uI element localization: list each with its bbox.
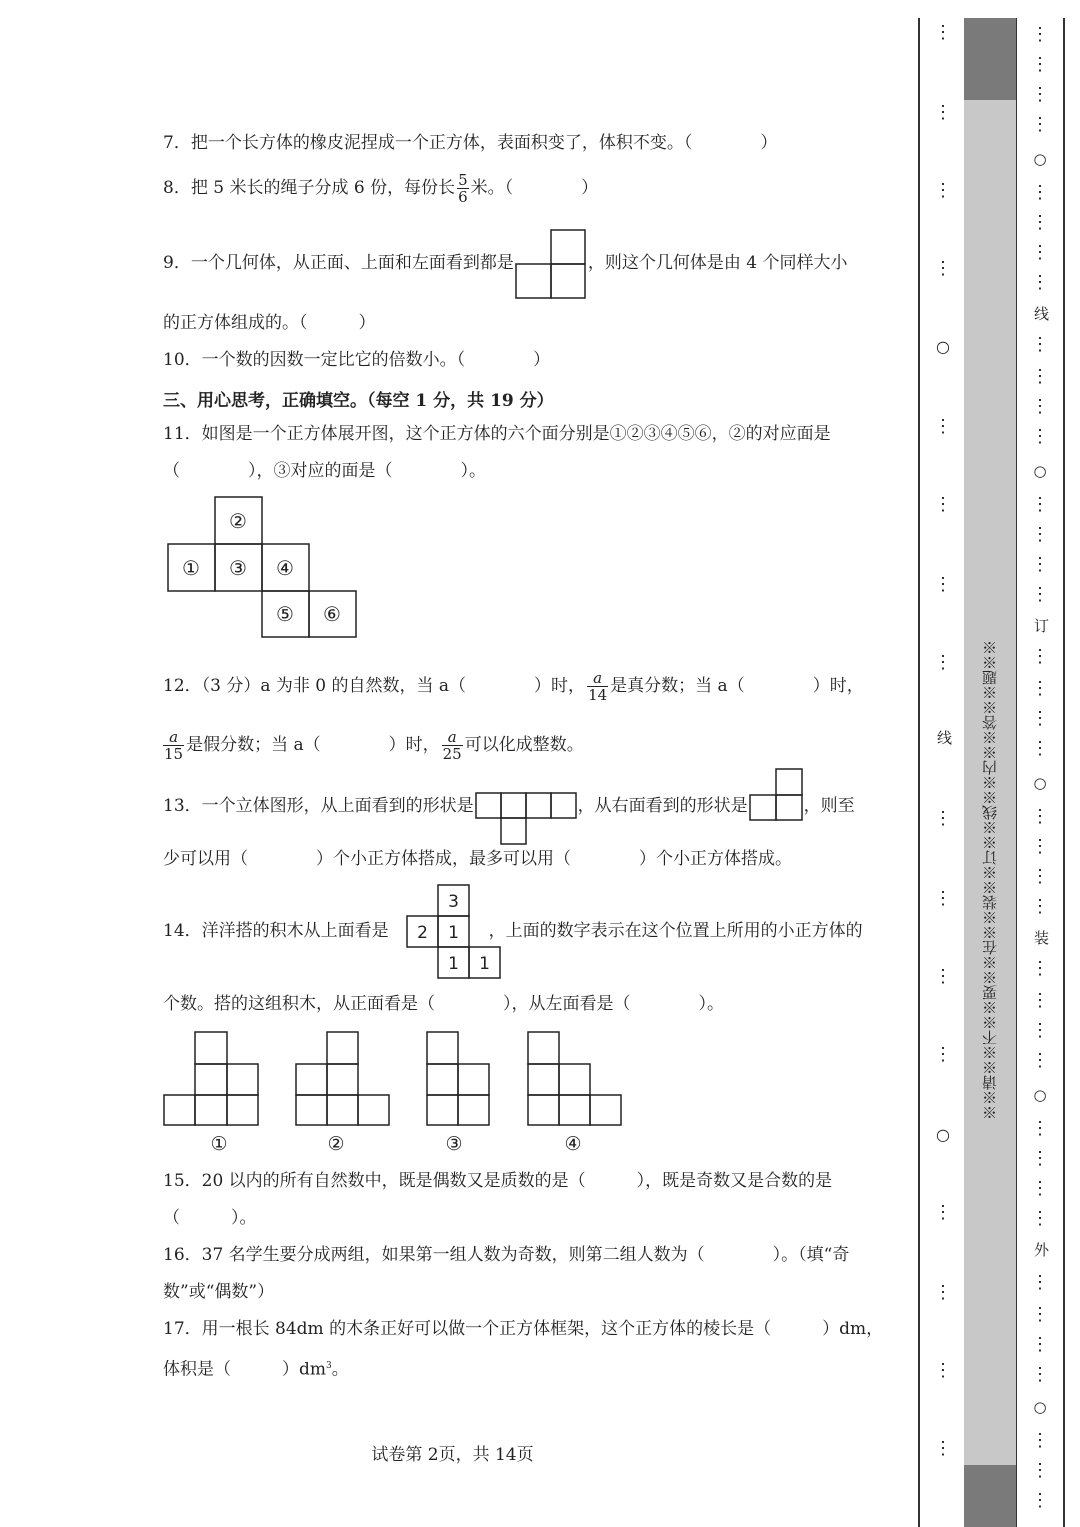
dots-icon: ⋮: [934, 102, 952, 123]
dots-icon: ⋮: [1031, 1304, 1049, 1325]
dots-icon: ⋮: [934, 1202, 952, 1223]
outer-bind-label: 装: [1032, 930, 1050, 946]
dots-icon: ⋮: [1031, 1364, 1049, 1385]
section-3-title: 三、用心思考，正确填空。（每空 1 分，共 19 分）: [163, 391, 554, 411]
dots-icon: ⋮: [934, 1282, 952, 1303]
net-label: ①: [182, 556, 200, 580]
dots-icon: ⋮: [1031, 1020, 1049, 1041]
fraction-a-25: $\frac{a}{25}$: [442, 728, 462, 763]
dots-icon: ⋮: [1031, 24, 1049, 45]
fraction-5-6: $\frac{5}{6}$: [458, 171, 468, 206]
dots-icon: ⋮: [1031, 524, 1049, 545]
dots-icon: ⋮: [1031, 584, 1049, 605]
binding-warning-strip: [964, 18, 1016, 1527]
option-label: ④: [564, 1133, 582, 1155]
question-13: 13．一个立体图形，从上面看到的形状是 ，从右面看到的形状是 ，则至: [163, 795, 855, 818]
option-label: ①: [210, 1133, 228, 1155]
right-view-figure: [748, 768, 804, 822]
dots-icon: ⋮: [934, 1438, 952, 1459]
question-11-line2: （ ），③对应的面是（ ）。: [163, 461, 486, 481]
binding-outer-column: [1016, 18, 1065, 1527]
question-9-line2: 的正方体组成的。（ ）: [163, 313, 376, 333]
dots-icon: ⋮: [1031, 242, 1049, 263]
circle-mark: ○: [936, 337, 950, 356]
option-label: ③: [445, 1133, 463, 1155]
dots-icon: ⋮: [934, 808, 952, 829]
question-10: 10．一个数的因数一定比它的倍数小。（ ）: [163, 350, 551, 370]
dots-icon: ⋮: [1031, 426, 1049, 447]
binding-inner-column: [918, 18, 966, 1527]
dots-icon: ⋮: [1031, 212, 1049, 233]
option-label: ②: [327, 1133, 345, 1155]
net-label: ⑥: [323, 602, 341, 626]
question-14-line2: 个数。搭的这组积木，从正面看是（ ），从左面看是（ ）。: [163, 994, 724, 1014]
dots-icon: ⋮: [934, 888, 952, 909]
top-view-figure: [474, 792, 578, 846]
dots-icon: ⋮: [1031, 708, 1049, 729]
net-label: ③: [229, 556, 247, 580]
question-8: 8．把 5 米长的绳子分成 6 份，每份长 $\frac{5}{6}$ 米。（ ）: [163, 171, 599, 206]
net-label: ②: [229, 509, 247, 533]
grid-number: 2: [417, 923, 428, 943]
warning-text: ※※请※※不※※要※※在※※装※※订※※线※※内※※答※※题※※: [981, 640, 999, 1120]
dots-icon: ⋮: [1031, 1208, 1049, 1229]
circle-mark: ○: [1033, 774, 1047, 792]
circle-mark: ○: [1033, 1086, 1047, 1104]
dots-icon: ⋮: [934, 966, 952, 987]
question-12-line2: $\frac{a}{15}$ 是假分数；当 a（ ）时， $\frac{a}{25}$ 可以化成整数。: [164, 728, 584, 763]
dots-icon: ⋮: [1031, 54, 1049, 75]
circle-mark: ○: [936, 1125, 950, 1144]
dots-icon: ⋮: [1031, 84, 1049, 105]
question-17-line2: 体积是（ ）$dm^3$。: [163, 1359, 349, 1380]
dots-icon: ⋮: [934, 494, 952, 515]
grid-number: 1: [479, 954, 490, 974]
dots-icon: ⋮: [934, 416, 952, 437]
dots-icon: ⋮: [1031, 554, 1049, 575]
question-14: 14．洋洋搭的积木从上面看是 ，上面的数字表示在这个位置上所用的小正方体的: [163, 921, 863, 941]
grid-number: 1: [448, 923, 459, 943]
dots-icon: ⋮: [1031, 1118, 1049, 1139]
dots-icon: ⋮: [1031, 646, 1049, 667]
view-shape-figure: [514, 229, 588, 301]
dots-icon: ⋮: [1031, 678, 1049, 699]
dots-icon: ⋮: [1031, 836, 1049, 857]
dots-icon: ⋮: [1031, 1178, 1049, 1199]
dots-icon: ⋮: [1031, 896, 1049, 917]
outer-side-label: 外: [1032, 1242, 1050, 1258]
question-13-line2: 少可以用（ ）个小正方体搭成，最多可以用（ ）个小正方体搭成。: [163, 849, 792, 869]
dots-icon: ⋮: [1031, 738, 1049, 759]
dots-icon: ⋮: [1031, 366, 1049, 387]
grid-number: 1: [448, 954, 459, 974]
dots-icon: ⋮: [1031, 272, 1049, 293]
dots-icon: ⋮: [1031, 1490, 1049, 1511]
dots-icon: ⋮: [934, 180, 952, 201]
fraction-a-15: $\frac{a}{15}$: [164, 728, 184, 763]
dots-icon: ⋮: [1031, 1334, 1049, 1355]
dots-icon: ⋮: [1031, 396, 1049, 417]
dots-icon: ⋮: [1031, 958, 1049, 979]
circle-mark: ○: [1033, 150, 1047, 168]
dots-icon: ⋮: [934, 574, 952, 595]
question-17: 17．用一根长 84dm 的木条正好可以做一个正方体框架，这个正方体的棱长是（ ）dm，: [163, 1319, 884, 1339]
dots-icon: ⋮: [1031, 1272, 1049, 1293]
dots-icon: ⋮: [934, 1044, 952, 1065]
dots-icon: ⋮: [1031, 990, 1049, 1011]
question-7: 7．把一个长方体的橡皮泥捏成一个正方体，表面积变了，体积不变。（ ）: [163, 133, 778, 153]
dots-icon: ⋮: [1031, 334, 1049, 355]
question-16: 16．37 名学生要分成两组，如果第一组人数为奇数，则第二组人数为（ ）。（填“奇: [163, 1245, 850, 1265]
outer-line-label: 线: [1032, 306, 1050, 322]
dots-icon: ⋮: [1031, 866, 1049, 887]
question-16-line2: 数”或“偶数”）: [163, 1282, 275, 1302]
dots-icon: ⋮: [1031, 1460, 1049, 1481]
question-15-line2: （ ）。: [163, 1208, 257, 1228]
dots-icon: ⋮: [934, 22, 952, 43]
cube-net-figure: [166, 496, 358, 640]
dots-icon: ⋮: [1031, 114, 1049, 135]
inner-line-label: 线: [935, 730, 953, 746]
dots-icon: ⋮: [934, 258, 952, 279]
dots-icon: ⋮: [1031, 1050, 1049, 1071]
fraction-a-14: $\frac{a}{14}$: [588, 669, 608, 704]
dots-icon: ⋮: [1031, 1430, 1049, 1451]
dots-icon: ⋮: [934, 652, 952, 673]
grid-number: 3: [448, 892, 459, 912]
dots-icon: ⋮: [1031, 494, 1049, 515]
dots-icon: ⋮: [1031, 182, 1049, 203]
question-9: 9．一个几何体，从正面、上面和左面看到都是 ，则这个几何体是由 4 个同样大小: [163, 252, 847, 275]
net-label: ⑤: [276, 602, 294, 626]
circle-mark: ○: [1033, 462, 1047, 480]
outer-binding-label: 订: [1032, 618, 1050, 634]
circle-mark: ○: [1033, 1398, 1047, 1416]
page-footer: 试卷第 2页，共 14页: [371, 1445, 534, 1465]
question-12: 12．（3 分）a 为非 0 的自然数，当 a（ ）时， $\frac{a}{14}$ 是真分数；当 a（ ）时，: [163, 669, 864, 704]
dots-icon: ⋮: [1031, 806, 1049, 827]
dots-icon: ⋮: [934, 1360, 952, 1381]
dots-icon: ⋮: [1031, 1148, 1049, 1169]
net-label: ④: [276, 556, 294, 580]
question-15: 15．20 以内的所有自然数中，既是偶数又是质数的是（ ），既是奇数又是合数的是: [163, 1171, 833, 1191]
question-11: 11．如图是一个正方体展开图，这个正方体的六个面分别是①②③④⑤⑥，②的对应面是: [163, 424, 831, 444]
answer-options-figure: [162, 1031, 624, 1157]
